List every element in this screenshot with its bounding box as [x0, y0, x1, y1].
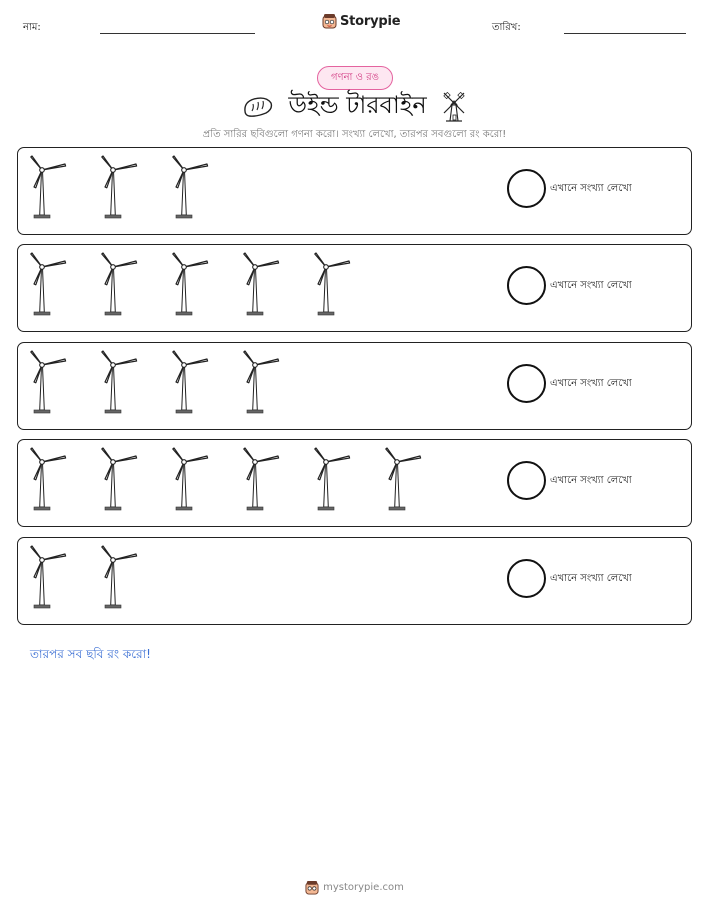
wind-turbine-icon — [241, 349, 281, 417]
title-row — [0, 90, 709, 124]
answer-circle[interactable] — [507, 169, 546, 208]
answer-label: এখানে সংখ্যা লেখো — [550, 475, 632, 486]
answer-label: এখানে সংখ্যা লেখো — [550, 280, 632, 291]
wind-turbine-icon — [28, 349, 68, 417]
category-badge: গণনা ও রঙ — [317, 66, 393, 90]
answer-label: এখানে সংখ্যা লেখো — [550, 573, 632, 584]
wind-turbine-icon — [28, 154, 68, 222]
answer-label: এখানে সংখ্যা লেখো — [550, 183, 632, 194]
brand-name: Storypie — [340, 13, 401, 29]
answer-circle[interactable] — [507, 266, 546, 305]
counting-row — [17, 342, 692, 430]
date-label: তারিখ: — [492, 22, 521, 33]
page-title: উইন্ড টারবাইন — [288, 91, 427, 119]
wind-turbine-icon — [170, 349, 210, 417]
wind-turbine-icon — [383, 446, 423, 514]
bread-icon — [242, 95, 274, 119]
answer-circle[interactable] — [507, 364, 546, 403]
wind-turbine-icon — [28, 446, 68, 514]
name-label: নাম: — [23, 22, 41, 33]
answer-label: এখানে সংখ্যা লেখো — [550, 378, 632, 389]
wind-turbine-icon — [170, 446, 210, 514]
answer-circle[interactable] — [507, 461, 546, 500]
wind-turbine-icon — [99, 154, 139, 222]
wind-turbine-icon — [99, 251, 139, 319]
wind-turbine-icon — [241, 446, 281, 514]
counting-row — [17, 147, 692, 235]
wind-turbine-icon — [312, 446, 352, 514]
date-line[interactable] — [564, 33, 686, 34]
windmill-icon — [441, 91, 467, 123]
wind-turbine-icon — [99, 349, 139, 417]
wind-turbine-icon — [312, 251, 352, 319]
storypie-mascot-icon — [305, 880, 319, 895]
wind-turbine-icon — [170, 154, 210, 222]
footer-site: mystorypie.com — [323, 882, 404, 893]
counting-row — [17, 244, 692, 332]
footer — [0, 880, 709, 895]
brand-logo — [322, 13, 400, 29]
wind-turbine-icon — [99, 544, 139, 612]
instruction-text: প্রতি সারির ছবিগুলো গণনা করো। সংখ্যা লেখো, তারপর সবগুলো রং করো! — [202, 129, 507, 140]
name-line[interactable] — [100, 33, 255, 34]
wind-turbine-icon — [241, 251, 281, 319]
answer-circle[interactable] — [507, 559, 546, 598]
counting-row — [17, 439, 692, 527]
color-prompt: তারপর সব ছবি রং করো! — [30, 647, 151, 661]
counting-row — [17, 537, 692, 625]
wind-turbine-icon — [170, 251, 210, 319]
wind-turbine-icon — [28, 251, 68, 319]
storypie-mascot-icon — [322, 13, 337, 29]
wind-turbine-icon — [99, 446, 139, 514]
wind-turbine-icon — [28, 544, 68, 612]
